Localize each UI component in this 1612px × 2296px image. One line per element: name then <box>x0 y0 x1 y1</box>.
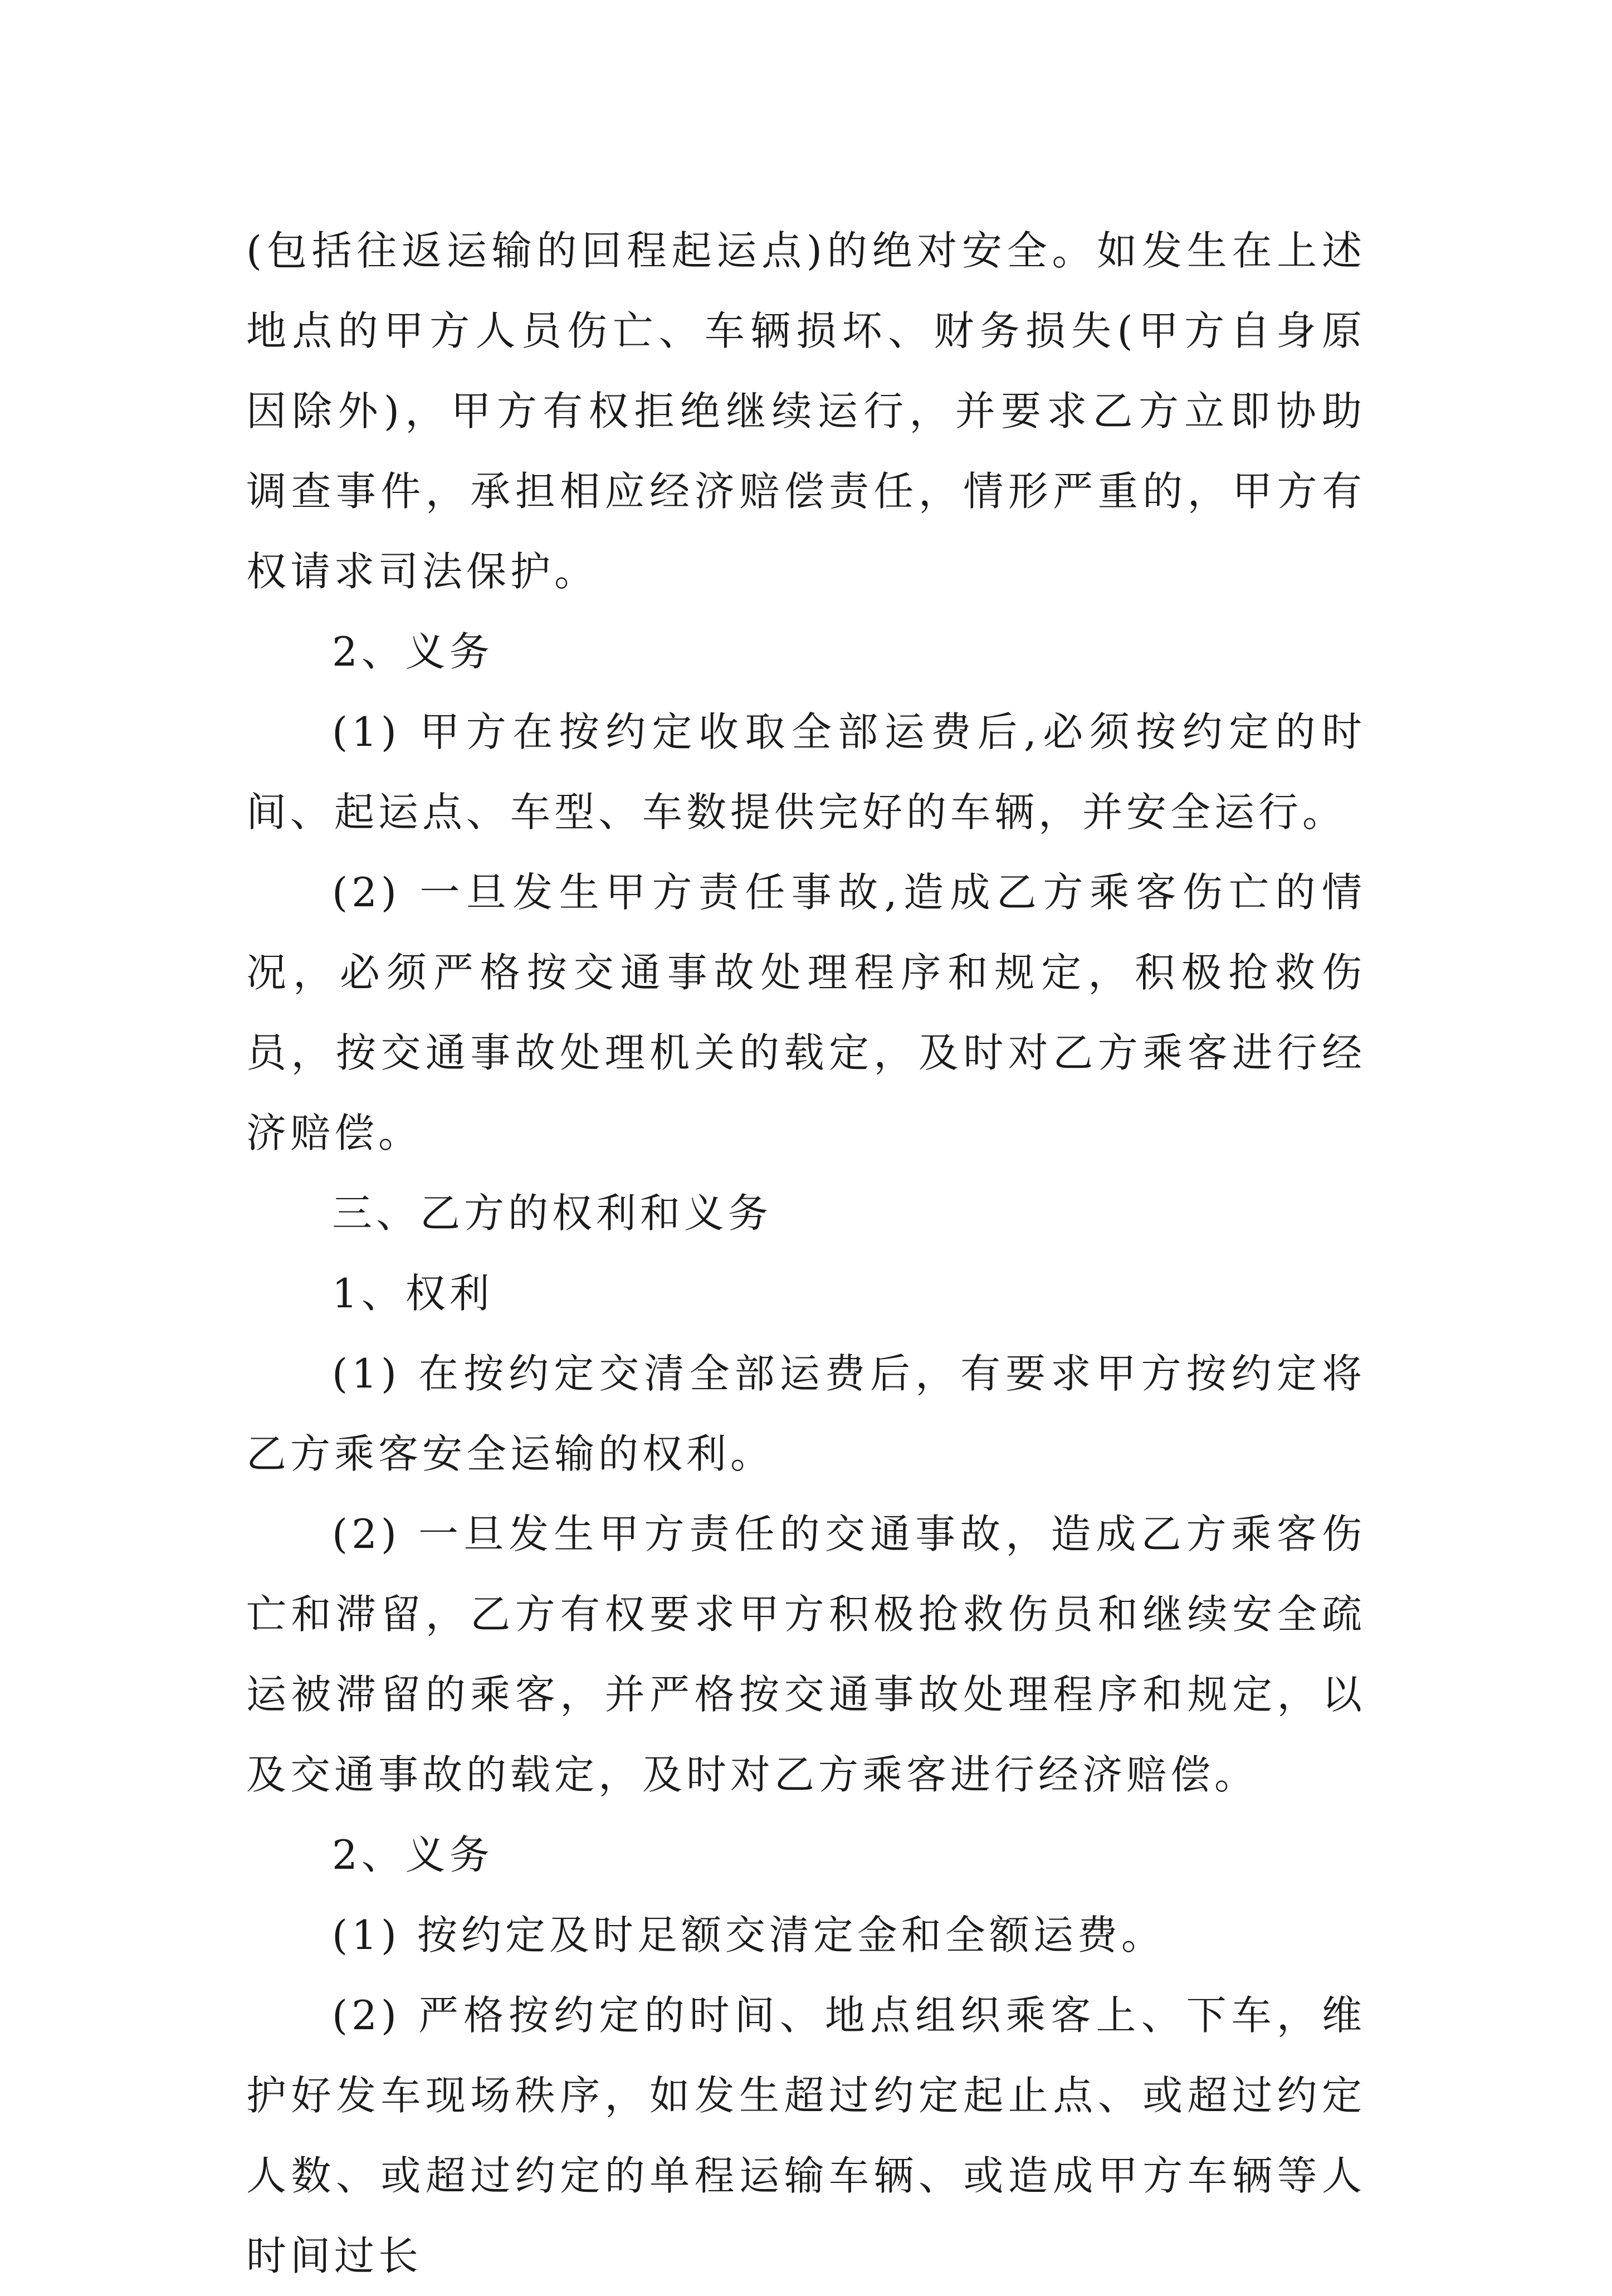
paragraph-continuation: (包括往返运输的回程起运点)的绝对安全。如发生在上述地点的甲方人员伤亡、车辆损坏、财务损失(甲方自身原因除外)，甲方有权拒绝继续运行，并要求乙方立即协助调查事件，承担相应经济赔偿责任，情形严重的，甲方有权请求司法保护。 <box>246 227 1366 595</box>
paragraph-obligation-b-2: (2) 严格按约定的时间、地点组织乘客上、下车，维护好发车现场秩序，如发生超过约定起止点、或超过约定人数、或超过约定的单程运输车辆、或造成甲方车辆等人时间过长 <box>246 1992 1366 2279</box>
heading-rights-party-b: 1、权利 <box>332 1270 494 1317</box>
paragraph-obligation-b-1: (1) 按约定及时足额交清定金和全额运费。 <box>332 1912 1165 1958</box>
paragraph-obligation-a-1: (1) 甲方在按约定收取全部运费后,必须按约定的时间、起运点、车型、车数提供完好的车辆，并安全运行。 <box>246 709 1366 836</box>
section-heading-party-b: 三、乙方的权利和义务 <box>332 1190 773 1237</box>
heading-obligations-party-a: 2、义务 <box>332 628 494 675</box>
paragraph-right-b-1: (1) 在按约定交清全部运费后，有要求甲方按约定将乙方乘客安全运输的权利。 <box>246 1350 1366 1477</box>
document-body <box>246 211 1366 2296</box>
paragraph-obligation-a-2: (2) 一旦发生甲方责任事故,造成乙方乘客伤亡的情况，必须严格按交通事故处理程序和规定，积极抢救伤员，按交通事故处理机关的载定，及时对乙方乘客进行经济赔偿。 <box>246 869 1366 1156</box>
paragraph-right-b-2: (2) 一旦发生甲方责任的交通事故，造成乙方乘客伤亡和滞留，乙方有权要求甲方积极抢救伤员和继续安全疏运被滞留的乘客，并严格按交通事故处理程序和规定，以及交通事故的载定，及时对乙方乘客进行经济赔偿。 <box>246 1511 1366 1798</box>
heading-obligations-party-b: 2、义务 <box>332 1831 494 1878</box>
